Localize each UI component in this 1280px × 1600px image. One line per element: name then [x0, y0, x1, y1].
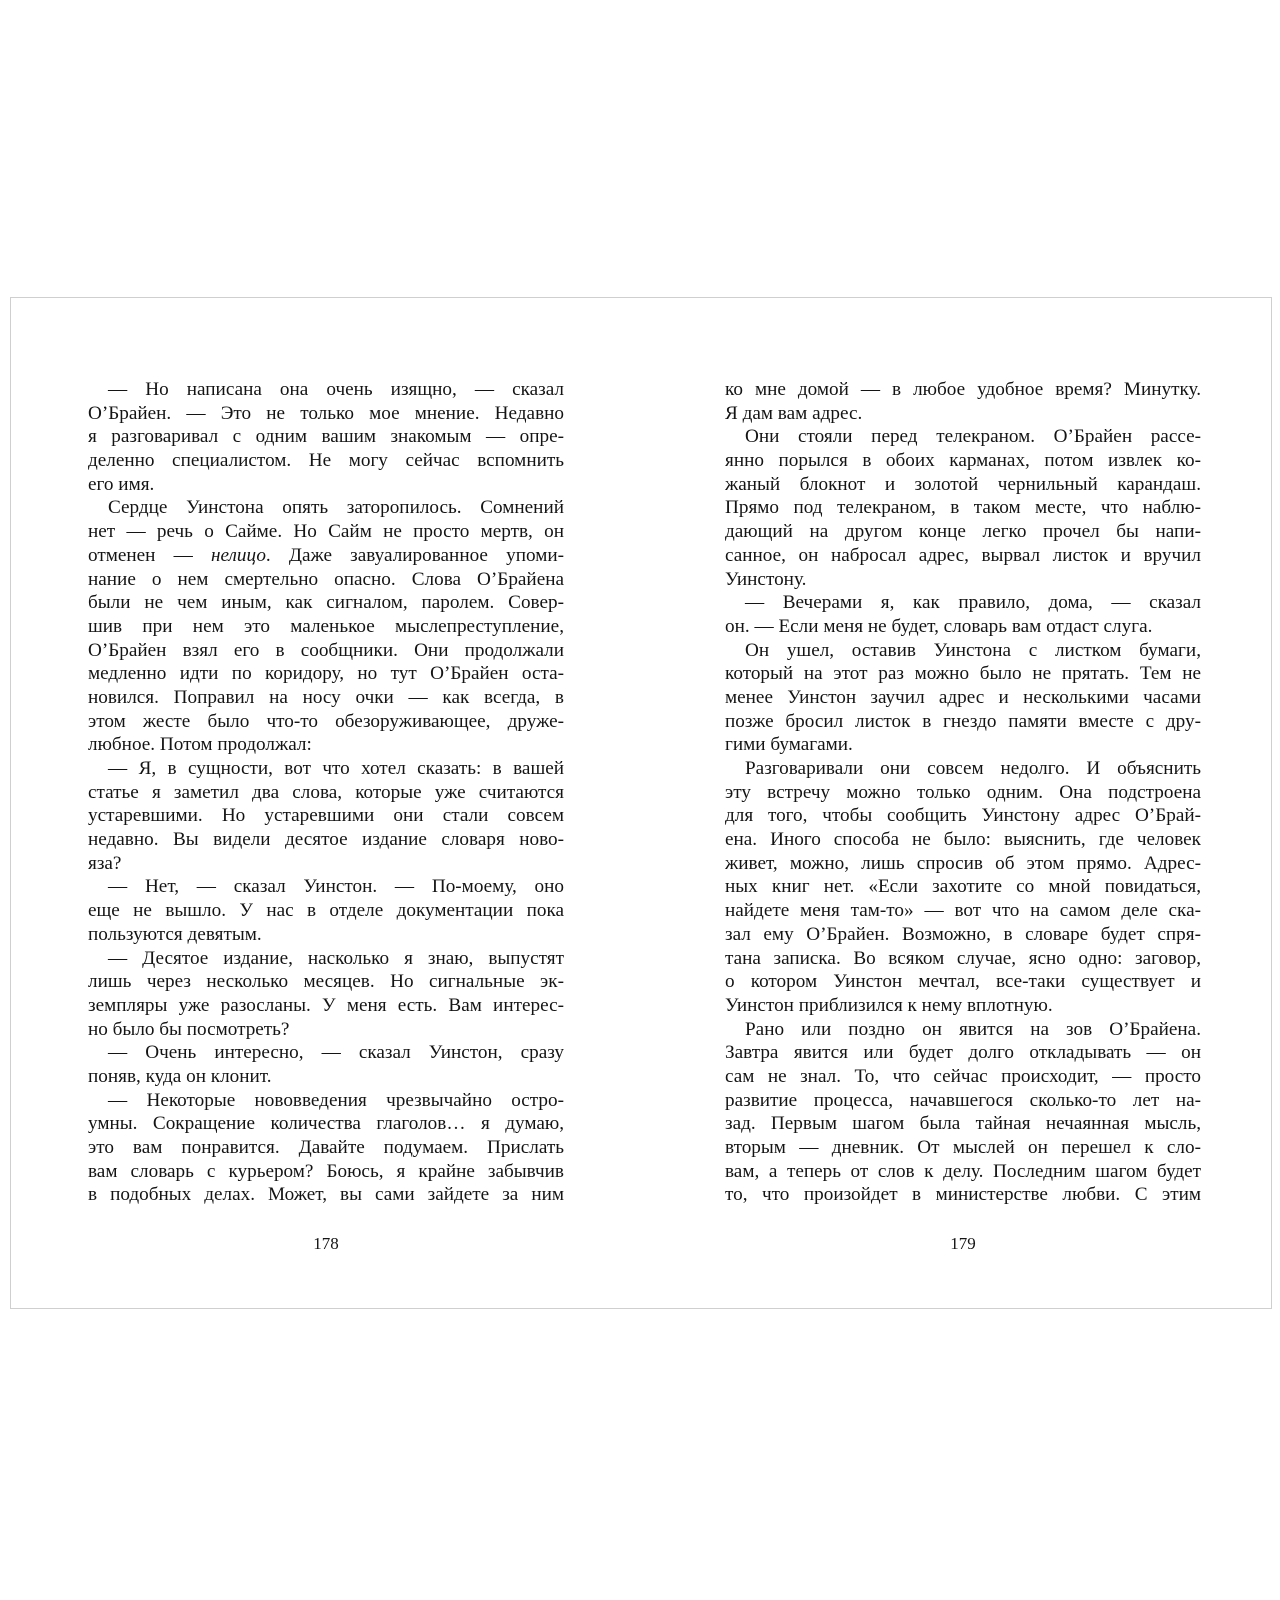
book-spread	[10, 297, 1272, 1309]
text-line: Сердце Уинстона опять заторопилось. Сомнений	[108, 497, 564, 519]
text-line: любное. Потом продолжал:	[88, 734, 312, 756]
text-line: Я дам вам адрес.	[725, 402, 863, 424]
text-line: — Десятое издание, насколько я знаю, выпустят	[108, 947, 564, 969]
text-line: развитие процесса, начавшегося сколько-то лет на-	[725, 1089, 1201, 1111]
text-line: менее Уинстон заучил адрес и несколькими часами	[725, 686, 1201, 708]
text-line: пользуются девятым.	[88, 923, 262, 945]
text-line: — Очень интересно, — сказал Уинстон, сразу	[108, 1042, 564, 1064]
text-line: зад. Первым шагом была тайная нечаянная мысль,	[725, 1113, 1201, 1135]
left-page-number: 178	[313, 1234, 339, 1253]
text-line: земпляры уже разосланы. У меня есть. Вам интерес-	[88, 994, 564, 1016]
text-line: медленно идти по коридору, но тут О’Брайен оста-	[88, 663, 564, 685]
text-line: который на этот раз можно было не прятать. Тем не	[725, 663, 1201, 685]
text-line: Прямо под телекраном, в таком месте, что наблю-	[725, 497, 1201, 519]
text-line: он. — Если меня не будет, словарь вам отдаст слуга.	[725, 615, 1153, 637]
text-line: поняв, куда он клонит.	[88, 1065, 272, 1087]
right-page-text	[725, 378, 1201, 1207]
text-line: яза?	[88, 852, 122, 874]
text-line: зал ему О’Брайен. Возможно, в словаре будет спря-	[725, 923, 1201, 945]
text-line: янно порылся в обоих карманах, потом извлек ко-	[725, 450, 1201, 472]
text-line: Они стояли перед телекраном. О’Брайен рассе-	[745, 426, 1201, 448]
text-line: вам, а теперь от слов к делу. Последним шагом будет	[725, 1160, 1201, 1182]
text-line: были не чем иным, как сигналом, паролем. Совер-	[88, 592, 564, 614]
text-line: найдете меня там-то» — вот что на самом деле ска-	[725, 900, 1201, 922]
text-line: ко мне домой — в любое удобное время? Минутку.	[725, 379, 1201, 400]
text-line: устаревшими. Но устаревшими они стали совсем	[88, 805, 564, 827]
text-line: Уинстону.	[725, 568, 807, 590]
text-line: гими бумагами.	[725, 734, 853, 756]
text-line: — Нет, — сказал Уинстон. — По-моему, оно	[108, 876, 564, 898]
text-line: тана записка. Во всяком случае, ясно одно: заговор,	[725, 947, 1201, 969]
text-line: живет, можно, лишь спросив об этом прямо. Адрес-	[725, 852, 1201, 874]
text-line: жаный блокнот и золотой чернильный карандаш.	[725, 473, 1201, 495]
right-page	[725, 378, 1201, 1207]
text-line: эту встречу можно только одним. Она подстроена	[725, 781, 1201, 803]
text-line: — Но написана она очень изящно, — сказал	[108, 379, 564, 400]
text-line: нет — речь о Сайме. Но Сайм не просто мертв, он	[88, 521, 564, 543]
text-line: ных книг нет. «Если захотите со мной повидаться,	[725, 876, 1201, 898]
text-line: Разговаривали они совсем недолго. И объяснить	[745, 758, 1201, 779]
text-line: сам не знал. То, что сейчас происходит, — просто	[725, 1065, 1201, 1087]
text-line: о котором Уинстон мечтал, все-таки существует и	[725, 971, 1201, 993]
text-line: вторым — дневник. От мыслей он перешел к сло-	[725, 1137, 1201, 1158]
text-line: новился. Поправил на носу очки — как всегда, в	[88, 686, 564, 708]
text-line: его имя.	[88, 473, 155, 495]
text-line: Уинстон приблизился к нему вплотную.	[725, 994, 1053, 1016]
text-line: — Я, в сущности, вот что хотел сказать: в вашей	[108, 758, 564, 779]
left-page	[88, 378, 564, 1207]
text-line: дающий на другом конце легко прочел бы напи-	[725, 521, 1201, 543]
text-line: Он ушел, оставив Уинстона с листком бумаги,	[745, 639, 1201, 661]
text-line: деленно специалистом. Не могу сейчас вспомнить	[88, 450, 564, 472]
text-line: недавно. Вы видели десятое издание словаря ново-	[88, 829, 564, 851]
text-line: я разговаривал с одним вашим знакомым — опре-	[88, 426, 564, 448]
right-page-number: 179	[950, 1234, 976, 1253]
left-page-text	[88, 378, 564, 1207]
text-line: то, что произойдет в министерстве любви. С этим	[725, 1184, 1201, 1206]
text-line: но было бы посмотреть?	[88, 1018, 290, 1040]
text-line: Рано или поздно он явится на зов О’Брайена.	[745, 1018, 1201, 1040]
text-line: — Некоторые нововведения чрезвычайно остро-	[108, 1089, 564, 1111]
text-line: Завтра явится или будет долго откладывать — он	[725, 1042, 1201, 1064]
text-line: статье я заметил два слова, которые уже считаются	[88, 781, 564, 803]
text-line: санное, он набросал адрес, вырвал листок и вручил	[725, 544, 1201, 566]
text-line: шив при нем это маленькое мыслепреступление,	[88, 615, 564, 637]
text-line: О’Брайен. — Это не только мое мнение. Недавно	[88, 402, 564, 424]
italic-word: нелицо	[210, 544, 266, 566]
text-line: нание о нем смертельно опасно. Слова О’Брайена	[88, 568, 564, 590]
text-line: еще не вышло. У нас в отделе документации пока	[88, 900, 564, 922]
text-line: умны. Сокращение количества глаголов… я думаю,	[88, 1113, 564, 1135]
text-line: это вам понравится. Давайте подумаем. Прислать	[88, 1137, 564, 1158]
text-line: О’Брайен взял его в сообщники. Они продолжали	[88, 639, 564, 661]
text-line: этом жесте было что-то обезоруживающее, друже-	[88, 710, 564, 732]
text-line: вам словарь с курьером? Боюсь, я крайне забывчив	[88, 1160, 564, 1182]
text-line: — Вечерами я, как правило, дома, — сказал	[745, 592, 1201, 614]
text-line: лишь через несколько месяцев. Но сигнальные эк-	[88, 971, 564, 993]
text-line: ена. Иного способа не было: выяснить, где человек	[725, 829, 1201, 851]
text-line: позже бросил листок в гнездо памяти вместе с дру-	[725, 710, 1201, 732]
text-line: для того, чтобы сообщить Уинстону адрес О’Брай-	[725, 805, 1201, 827]
text-line: отменен — нелицо. Даже завуалированное упоми-	[88, 544, 564, 566]
text-line: в подобных делах. Может, вы сами зайдете за ним	[88, 1184, 564, 1206]
